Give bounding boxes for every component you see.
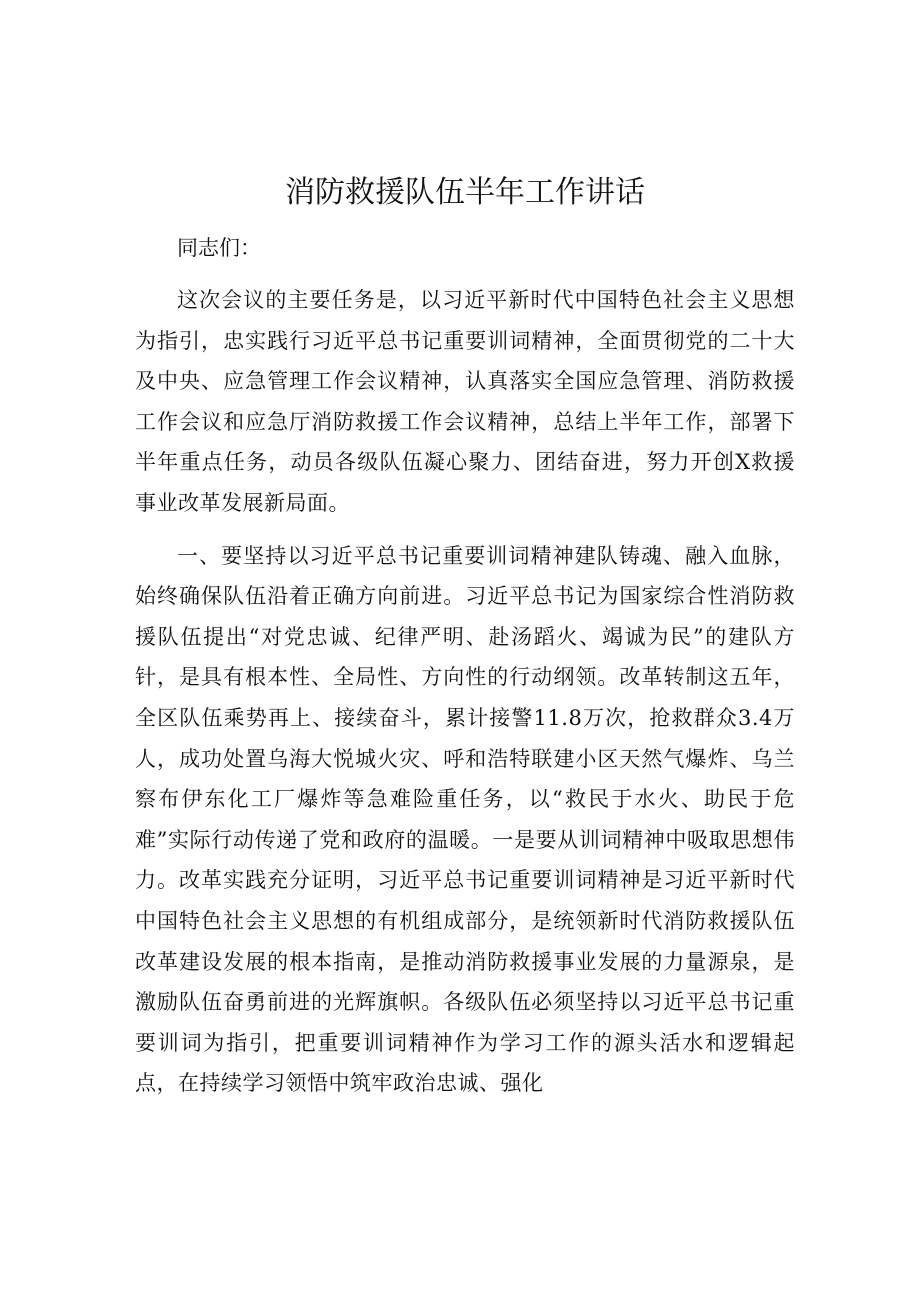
document-page <box>135 168 795 1104</box>
salutation: 同志们： <box>177 236 261 260</box>
paragraph-section-one: 一、要坚持以习近平总书记重要训词精神建队铸魂、融入血脉，始终确保队伍沿着正确方向前进。习近平总书记为国家综合性消防救援队伍提出“对党忠诚、纪律严明、赴汤蹈火、竭诚为民”的建队方针，是具有根本性、全局性、方向性的行动纲领。改革转制这五年，全区队伍乘势再上、接续奋斗，累计接警11.8万次，抢救群众3.4万人，成功处置乌海大悦城火灾、呼和浩特联建小区天然气爆炸、乌兰察布伊东化工厂爆炸等急难险重任务，以“救民于水火、助民于危难”实际行动传递了党和政府的温暖。一是要从训词精神中吸取思想伟力。改革实践充分证明，习近平总书记重要训词精神是习近平新时代中国特色社会主义思想的有机组成部分，是统领新时代消防救援队伍改革建设发展的根本指南，是推动消防救援事业发展的力量源泉，是激励队伍奋勇前进的光辉旗帜。各级队伍必须坚持以习近平总书记重要训词为指引，把重要训词精神作为学习工作的源头活水和逻辑起点，在持续学习领悟中筑牢政治忠诚、强化 <box>135 543 795 1096</box>
document-title: 消防救援队伍半年工作讲话 <box>285 175 645 210</box>
paragraph-intro: 这次会议的主要任务是，以习近平新时代中国特色社会主义思想为指引，忠实践行习近平总书记重要训词精神，全面贯彻党的二十大及中央、应急管理工作会议精神，认真落实全国应急管理、消防救援工作会议和应急厅消防救援工作会议精神，总结上半年工作，部署下半年重点任务，动员各级队伍凝心聚力、团结奋进，努力开创X救援事业改革发展新局面。 <box>135 288 795 515</box>
